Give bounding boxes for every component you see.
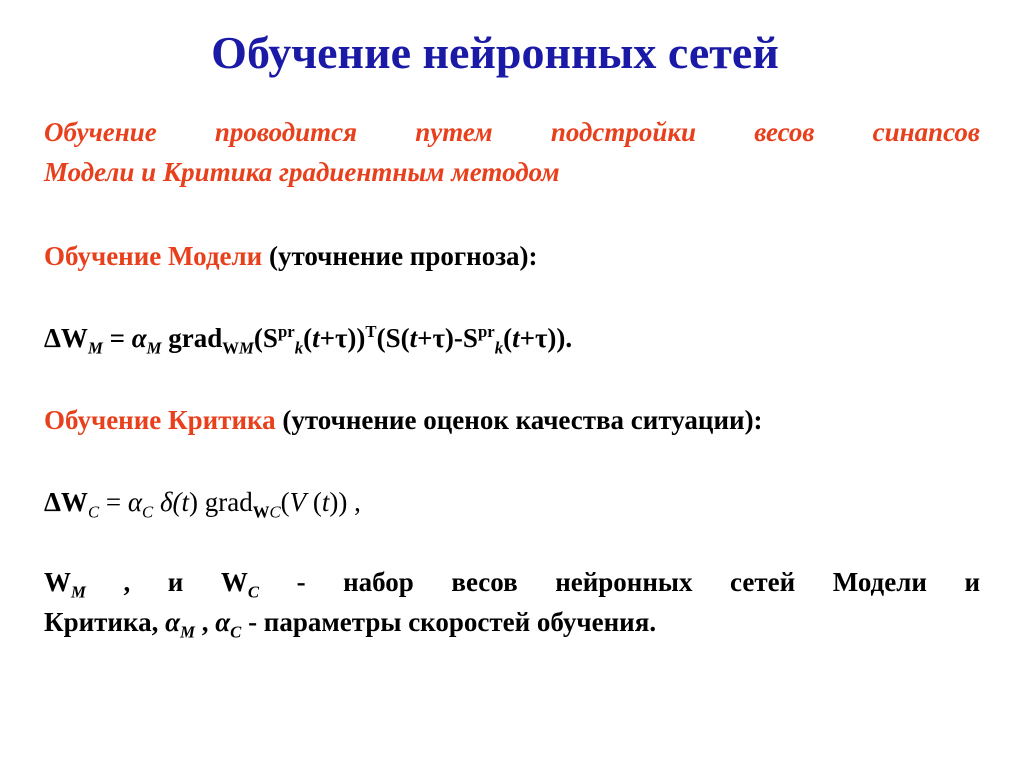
w-m: W [44, 567, 71, 597]
critic-training-note: (уточнение оценок качества ситуации): [282, 405, 763, 435]
pr-sup-2: pr [477, 322, 495, 341]
tail-c: )) , [329, 487, 361, 517]
model-formula: $\Delta W_M = \alpha_M$ $grad_{WM}(S^{pr}_k(t+\tau))^T(S(t+\tau)-S^{pr}_k(t+\tau))$. [44, 322, 573, 358]
pr-sup: pr [277, 322, 295, 341]
model-training-heading [44, 236, 980, 276]
def-alpha-sub-c: C [230, 622, 242, 642]
arg-rest: +τ)) [319, 323, 366, 353]
grad-sub-c: C [269, 502, 281, 522]
t-c-2: t [321, 487, 330, 517]
t-c: t [181, 487, 190, 517]
intro-paragraph [44, 112, 980, 192]
equals-c: = [99, 487, 128, 517]
slide-title: Обучение нейронных сетей [211, 27, 779, 78]
def-rest: - набор весов нейронных сетей Модели и [259, 567, 980, 597]
def-line2-start: Критика, [44, 607, 166, 637]
grad-sub-m: M [239, 338, 254, 358]
def-sep: , [194, 607, 216, 637]
mid-open: (S( [376, 323, 410, 353]
tail-open: ( [503, 323, 513, 353]
grad-c: ) grad [189, 487, 253, 517]
grad-sub-w-c: W [252, 502, 270, 522]
delta-t: δ( [153, 487, 182, 517]
open-t: ( [306, 487, 322, 517]
critic-training-heading [44, 400, 980, 440]
def-line2-end: - параметры скоростей обучения. [241, 607, 657, 637]
def-alpha-m: α [165, 607, 181, 637]
transpose-sup: T [365, 322, 377, 341]
and-wc: , и W [85, 567, 248, 597]
t-arg: t [312, 323, 320, 353]
alpha-c: α [127, 487, 143, 517]
model-training-title: Обучение Модели [44, 241, 263, 271]
sub-m: M [87, 338, 103, 358]
delta-w-c: ΔW [44, 487, 88, 517]
t-arg-3: t [512, 323, 520, 353]
definition-paragraph [44, 562, 980, 642]
intro-line-2: Модели и Критика градиентным методом [44, 157, 560, 187]
critic-formula [44, 482, 980, 522]
sub-c: C [87, 502, 100, 522]
model-training-note: (уточнение прогноза): [268, 241, 538, 271]
alpha-sub-c: C [142, 502, 154, 522]
critic-training-title: Обучение Критика [44, 405, 276, 435]
def-sub-c: C [247, 582, 260, 602]
def-alpha-c: α [215, 607, 231, 637]
def-sub-m: M [71, 582, 86, 602]
grad-sub-w: W [222, 338, 240, 358]
definition-line-1 [44, 562, 980, 602]
k-sub: k [294, 338, 304, 358]
t-arg-2: t [409, 323, 418, 353]
s-open: (S [253, 323, 278, 353]
k-sub-2: k [494, 338, 504, 358]
def-alpha-sub-m: M [180, 622, 195, 642]
tail-rest: +τ)). [519, 323, 573, 353]
definition-line-2 [44, 602, 980, 642]
open-v: ( [280, 487, 290, 517]
alpha: α [131, 323, 147, 353]
mid-rest: +τ)-S [417, 323, 478, 353]
grad: grad [161, 323, 223, 353]
alpha-sub-m: M [146, 338, 162, 358]
v-func: V [289, 487, 307, 517]
intro-line-1: Обучение проводится путем подстройки весов синапсов [44, 117, 980, 147]
delta-w: ΔW [44, 323, 88, 353]
equals: = [102, 323, 132, 353]
